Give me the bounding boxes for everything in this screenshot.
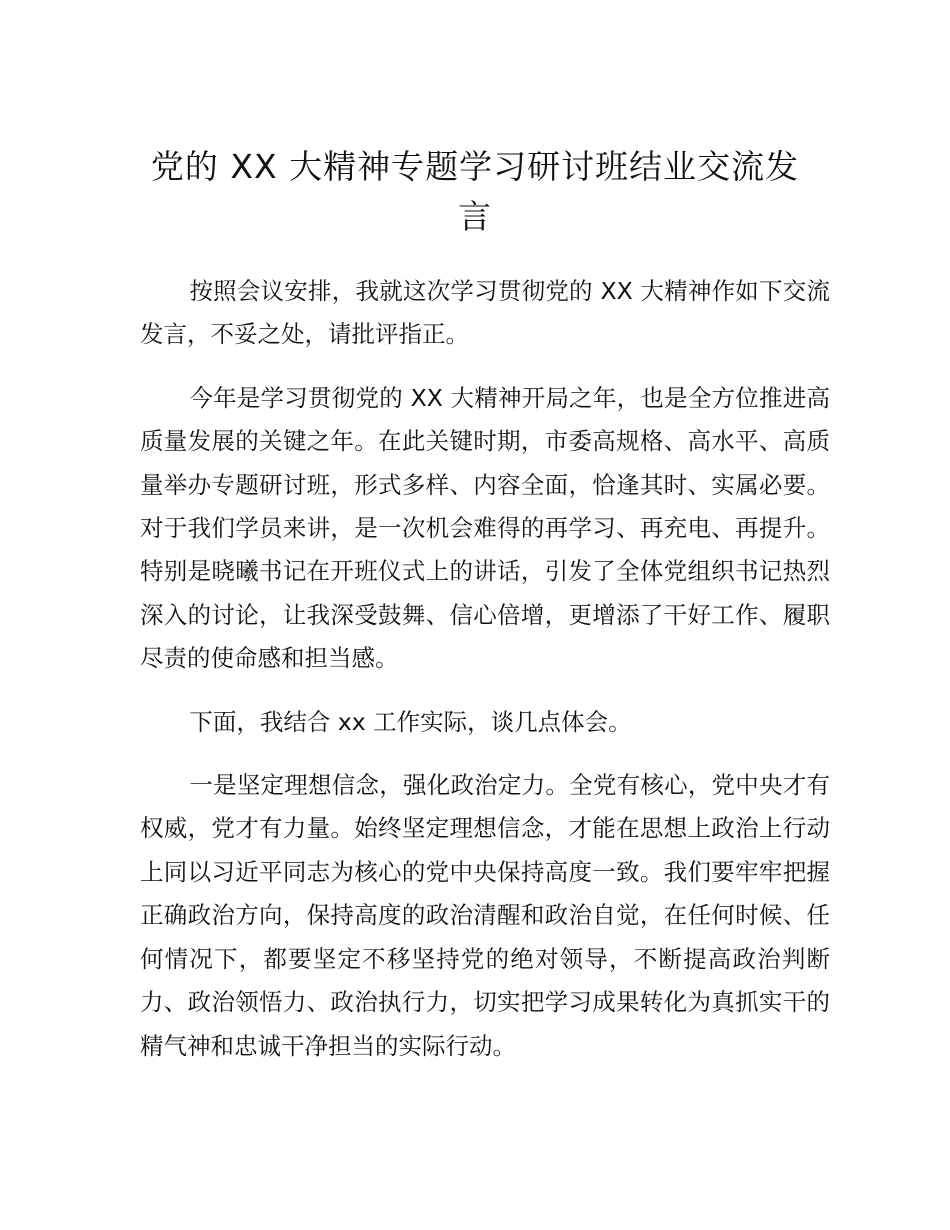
paragraph-point-one: 一是坚定理想信念，强化政治定力。全党有核心，党中央才有权威，党才有力量。始终坚定理想信念，才能在思想上政治上行动上同以习近平同志为核心的党中央保持高度一致。我们要牢牢把握正确政治方向，保持高度的政治清醒和政治自觉，在任何时候、任何情况下，都要坚定不移坚持党的绝对领导，不断提高政治判断力、政治领悟力、政治执行力，切实把学习成果转化为真抓实干的精气神和忠诚干净担当的实际行动。 — [140, 771, 830, 1060]
paragraph-background: 今年是学习贯彻党的 XX 大精神开局之年，也是全方位推进高质量发展的关键之年。在此关键时期，市委高规格、高水平、高质量举办专题研讨班，形式多样、内容全面，恰逢其时、实属必要。对于我们学员来讲，是一次机会难得的再学习、再充电、再提升。特别是晓曦书记在开班仪式上的讲话，引发了全体党组织书记热烈深入的讨论，让我深受鼓舞、信心倍增，更增添了干好工作、履职尽责的使命感和担当感。 — [140, 383, 830, 673]
document-title: 党的 XX 大精神专题学习研讨班结业交流发言 — [150, 147, 800, 236]
paragraph-transition: 下面，我结合 xx 工作实际，谈几点体会。 — [189, 707, 632, 736]
paragraph-intro: 按照会议安排，我就这次学习贯彻党的 XX 大精神作如下交流发言，不妥之处，请批评指正。 — [140, 277, 830, 349]
document-body — [140, 270, 830, 1088]
